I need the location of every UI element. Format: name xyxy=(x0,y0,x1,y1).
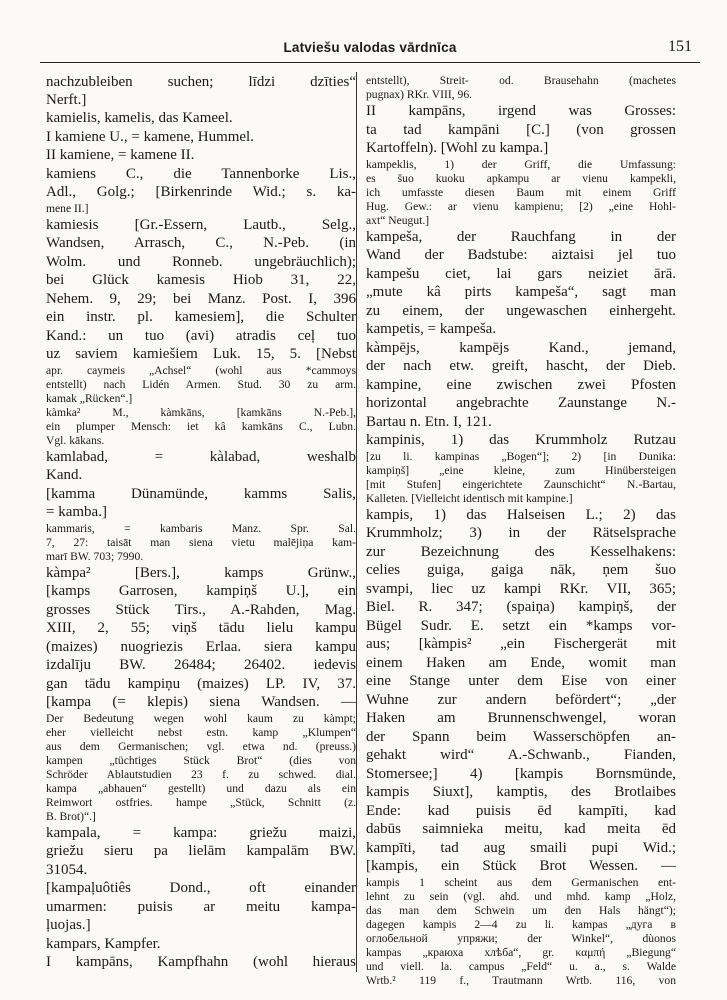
text-line: (maizes) nuogriezis Erlaa. siera kampu xyxy=(46,638,356,655)
text-line: XIII, 2, 55; viņš tādu lielu kampu xyxy=(46,620,356,636)
text-line: lehnt zu sein (vgl. ahd. und mhd. kamp „Holz, xyxy=(366,889,676,903)
text-line: zu einem, der ungewaschen einhergeht. xyxy=(366,302,676,319)
text-line: [zu li. kampinas „Bogen“]; 2) [in Dunika: xyxy=(366,449,676,463)
text-line: das man dem Schwein um den Hals hängt“); xyxy=(366,903,676,917)
text-line: Ende: kad puisis ēd kampīti, kad xyxy=(366,802,676,819)
text-line: kampis, 1) das Halseisen L.; 2) das xyxy=(366,506,676,523)
text-line: kampine, eine zwischen zwei Pfosten xyxy=(366,376,676,393)
text-line: mene II.] xyxy=(46,201,89,215)
text-line: kampis 1 scheint aus dem Germanischen ent- xyxy=(366,875,676,889)
text-line: Kand.: un tuo (avi) atradis ceļ tuo xyxy=(46,327,356,344)
text-line: entstellt) nach Lidén Armen. Stud. 30 zu arm. xyxy=(46,377,356,391)
text-line: kammaris, = kambaris Manz. Spr. Sal. xyxy=(46,521,356,535)
text-line: kampala, = kampa: griežu maizi, xyxy=(46,824,356,841)
text-line: aus; [kàmpis² „ein Fischergerät mit xyxy=(366,636,676,652)
text-line: kampiņš] „eine kleine, zum Hinübersteigen xyxy=(366,463,676,477)
text-line: [kamps Garrosen, kampiņš U.], ein xyxy=(46,583,356,599)
text-line: [kamma Dünamünde, kamms Salis, xyxy=(46,485,356,502)
text-line: Wolm. und Ronneb. ungebräuchlich); xyxy=(46,253,356,270)
text-line: eine Stange unter dem Eise von einer xyxy=(366,673,676,689)
text-line: kampīti, tad aug smaili pupi Wid.; xyxy=(366,839,676,856)
text-line: Adl., Golg.; [Birkenrinde Wid.; s. ka- xyxy=(46,184,356,200)
header-rule xyxy=(40,62,700,63)
text-line: es šuo kuoku apkampu ar vienu kampekli, xyxy=(366,171,676,185)
page-header xyxy=(40,36,700,60)
text-line: Bügel Sudr. E. setzt ein *kamps vor- xyxy=(366,617,676,634)
text-line: svampi, liec uz kampi RKr. VII, 365; xyxy=(366,580,676,597)
text-line: ein plumper Mensch: iet kâ kamkāns C., Lubn. xyxy=(46,419,356,433)
text-line: ein instr. pl. kamesiem], die Schulter xyxy=(46,309,356,325)
text-line: ta tad kampāni [C.] (von grossen xyxy=(366,121,676,138)
text-line: der nach etw. greift, hascht, der Dieb. xyxy=(366,358,676,374)
text-line: gehakt wird“ A.-Schwanb., Fianden, xyxy=(366,747,676,763)
text-line: [kampis, ein Stück Brot Wessen. — xyxy=(366,858,676,874)
text-line: [kampa (= klepis) siena Wandsen. — xyxy=(46,694,356,710)
text-line: axt“ Neugut.] xyxy=(366,213,430,227)
right-column xyxy=(366,74,676,994)
text-line: einem Haken am Ende, womit man xyxy=(366,654,676,671)
text-line: II kampāns, irgend was Grosses: xyxy=(366,103,676,119)
text-line: eher vielleicht nebst estn. kamp „Klumpen“ xyxy=(46,725,356,739)
text-line: „mute kâ pirts kampeša“, sagt man xyxy=(366,284,676,300)
text-line: kamlabad, = kàlabad, weshalb xyxy=(46,448,356,465)
text-line: 31054. xyxy=(46,861,88,878)
text-line: Kand. xyxy=(46,467,83,483)
text-line: Vgl. kākans. xyxy=(46,433,105,447)
text-line: grosses Stück Tirs., A.-Rahden, Mag. xyxy=(46,601,356,618)
text-line: I kamiene U., = kamene, Hummel. xyxy=(46,128,254,145)
text-line: aus dem Germanischen; vgl. etwa nd. (preuss.) xyxy=(46,739,356,753)
text-line: dabūs saimnieka meitu, kad meita ēd xyxy=(366,821,676,837)
left-column xyxy=(46,74,356,994)
text-line: Stomersee;] 4) [kampis Bornsmünde, xyxy=(366,765,676,782)
text-line: der Spann beim Wasserschöpfen an- xyxy=(366,728,676,745)
text-line: ļuojas.] xyxy=(46,917,91,933)
text-line: nachzubleiben suchen; līdzi dzīties“ xyxy=(46,74,356,90)
text-line: kampinis, 1) das Krummholz Rutzau xyxy=(366,432,676,448)
text-line: izdalīju BW. 26484; 26402. iedevis xyxy=(46,657,356,673)
text-line: uz saviem kamiešiem Luk. 15, 5. [Nebst xyxy=(46,346,356,362)
text-line: [mit Stufen] eingerichtete Zaunschicht“ N.-Bartau, xyxy=(366,477,676,491)
text-line: Wuhne zur andern befördert“; „der xyxy=(366,691,676,708)
text-line: [kampaļuôtiês Dond., oft einander xyxy=(46,880,356,896)
text-line: II kamiene, = kamene II. xyxy=(46,147,195,163)
text-line: umarmen: puisis ar meitu kampa- xyxy=(46,898,356,915)
text-line: Haken am Brunnenschwengel, woran xyxy=(366,710,676,726)
text-line: entstellt), Streit- od. Brausehahn (machetes xyxy=(366,74,676,87)
text-line: Biel. R. 347; (spaiņa) kampiņš, der xyxy=(366,599,676,615)
text-line: apr. caymeis „Achsel“ (wohl aus *cammoys xyxy=(46,363,356,377)
text-line: dagegen kampis 2—4 zu li. kampas „дуга в xyxy=(366,917,676,931)
text-line: kampa „abhauen“ gestellt) und dazu als ein xyxy=(46,781,356,795)
text-line: marī BW. 703; 7990. xyxy=(46,549,144,563)
text-line: bei Glück kamesis Hiob 31, 22, xyxy=(46,272,356,288)
text-line: gan tādu kampiņu (maizes) LP. IV, 37. xyxy=(46,675,356,692)
text-line: kamak „Rücken“.] xyxy=(46,391,133,405)
text-line: griežu sieru pa lielām kampalām BW. xyxy=(46,843,356,859)
text-line: Bartau n. Etn. I, 121. xyxy=(366,413,492,430)
text-line: kamiens C., die Tannenborke Lis., xyxy=(46,165,356,182)
text-line: Kalleten. [Vielleicht identisch mit kampine.] xyxy=(366,491,573,505)
text-line: Wrtb.² 119 f., Trautmann Wrtb. 116, von xyxy=(366,973,676,987)
text-line: Der Bedeutung wegen wohl kaum zu kàmpt; xyxy=(46,711,356,725)
text-line: horizontal angebrachte Zaunstange N.- xyxy=(366,395,676,411)
text-line: kampeša, der Rauchfang in der xyxy=(366,228,676,245)
text-line: ich umfasste diesen Baum mit einem Griff xyxy=(366,185,676,199)
text-line: kamiesis [Gr.-Essern, Lautb., Selg., xyxy=(46,216,356,233)
running-title: Latviešu valodas vārdnīca xyxy=(283,40,457,55)
text-line: celies guiga, gaiga nāk, ņem šuo xyxy=(366,562,676,578)
text-line: Nehem. 9, 29; bei Manz. Post. I, 396 xyxy=(46,290,356,307)
text-line: kampars, Kampfer. xyxy=(46,935,161,952)
text-line: Schröder Ablautstudien 23 f. zu schwed. dial. xyxy=(46,767,356,781)
page-number: 151 xyxy=(668,38,692,55)
text-line: Krummholz; 3) in der Rätselsprache xyxy=(366,525,676,541)
text-line: B. Brot)“.] xyxy=(46,809,96,823)
text-line: und viell. la. campus „Feld“ u. a., s. Walde xyxy=(366,959,676,973)
text-line: kampešu ciet, lai gars neiziet ārā. xyxy=(366,265,676,282)
text-line: 7, 27: taisāt man siena vietu malējiņa kam- xyxy=(46,535,356,549)
text-line: Reimwort ostfries. hampe „Stück, Schnitt (z. xyxy=(46,795,356,809)
text-line: = kamba.] xyxy=(46,504,107,520)
text-line: Wandsen, Arrasch, C., N.-Peb. (in xyxy=(46,235,356,251)
text-line: kampas „краюха хлѣба“, gr. καμπή „Biegung“ xyxy=(366,945,676,959)
text-line: Nerft.] xyxy=(46,91,87,108)
text-line: оглобельной упряжи; der Winkel“, dùonos xyxy=(366,931,676,945)
text-line: kampeklis, 1) der Griff, die Umfassung: xyxy=(366,157,676,171)
text-line: Kartoffeln). [Wohl zu kampa.] xyxy=(366,140,549,156)
text-line: kàmka² M., kàmkāns, [kamkāns N.-Peb.], xyxy=(46,405,356,419)
text-line: Wand der Badstube: aiztaisi jel tuo xyxy=(366,247,676,263)
text-line: kamielis, kamelis, das Kameel. xyxy=(46,110,233,126)
text-line: kàmpa² [Bers.], kamps Grünw., xyxy=(46,564,356,581)
text-line: Hug. Gew.: ar vienu kampienu; [2) „eine Hohl- xyxy=(366,199,676,213)
text-line: kampetis, = kampeša. xyxy=(366,321,497,337)
text-line: pugnax) RKr. VIII, 96. xyxy=(366,88,473,101)
text-line: kampen „tüchtiges Stück Brot“ (dies von xyxy=(46,753,356,767)
text-line: zur Bezeichnung des Kesselhakens: xyxy=(366,543,676,560)
text-line: I kampāns, Kampfhahn (wohl hieraus xyxy=(46,954,356,970)
text-line: kampis Siuxt], kamptis, des Brotlaibes xyxy=(366,784,676,800)
column-divider xyxy=(356,72,357,972)
text-line: kàmpējs, kampējs Kand., jemand, xyxy=(366,339,676,356)
